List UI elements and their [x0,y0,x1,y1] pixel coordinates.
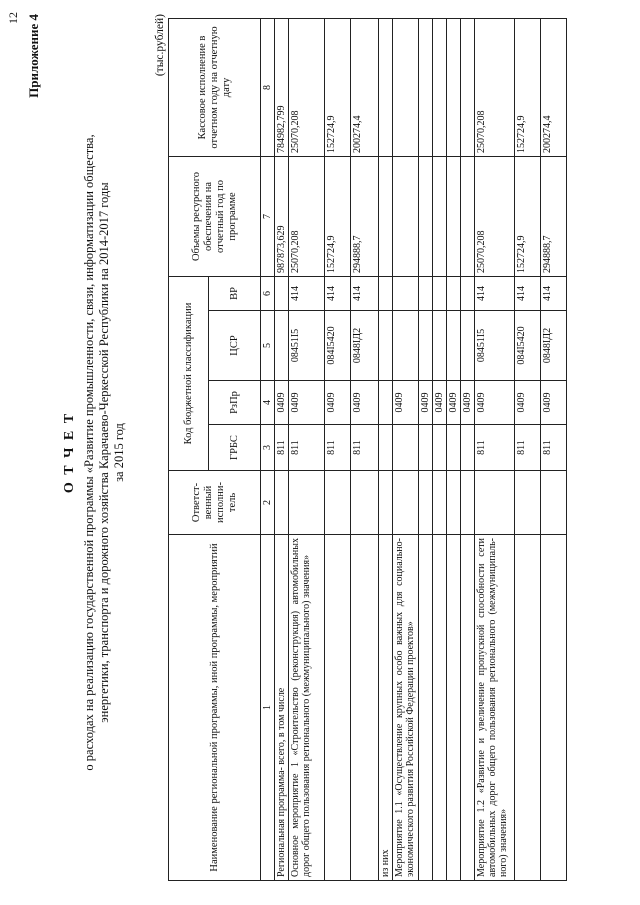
row-executor [275,471,289,535]
units-label: (тыс.рублей) [154,14,166,77]
table-row [275,18,289,880]
row-vr [461,276,475,310]
header-executor: Ответст-венный исполни-тель [169,471,261,535]
header-cash: Кассовое исполнение в отчетном году на отчетную дату [169,18,261,156]
row-vr [447,276,461,310]
row-grbs [379,425,393,471]
row-csr: 084I5420 [325,311,351,381]
row-vr [379,276,393,310]
row-rzpr: 0409 [289,381,325,425]
table-row [351,18,379,880]
row-cash [393,18,419,156]
row-cash: 25070,208 [475,18,515,156]
column-index: 5 [261,311,275,381]
row-name: Мероприятие 1.1 «Осуществление крупных особо важных для социально-экономического развития Российской Федерации проектов» [393,535,419,881]
row-name [351,535,379,881]
table-row [447,18,461,880]
row-cash: 25070,208 [289,18,325,156]
row-vr: 414 [515,276,541,310]
table-row [379,18,393,880]
row-volume: 25070,208 [289,156,325,276]
row-cash [379,18,393,156]
table-row [475,18,515,880]
row-csr: 0848IД2 [351,311,379,381]
row-volume: 294888,7 [541,156,567,276]
row-cash: 200274,4 [351,18,379,156]
row-executor [447,471,461,535]
row-volume: 294888,7 [351,156,379,276]
row-vr: 414 [541,276,567,310]
row-csr [393,311,419,381]
row-grbs [433,425,447,471]
row-name [461,535,475,881]
row-name [447,535,461,881]
row-rzpr: 0409 [393,381,419,425]
column-index: 2 [261,471,275,535]
row-csr [419,311,433,381]
table-row [541,18,567,880]
row-executor [379,471,393,535]
row-csr: 084I5420 [515,311,541,381]
row-grbs: 811 [541,425,567,471]
row-grbs: 811 [515,425,541,471]
row-volume [379,156,393,276]
row-csr: 08451I5 [289,311,325,381]
row-rzpr: 0409 [515,381,541,425]
subtitle-line: о расходах на реализацию государственной программы «Развитие промышленности, связи, информатизации общества, [82,134,96,771]
row-name [541,535,567,881]
row-volume [419,156,433,276]
row-vr [393,276,419,310]
row-executor [475,471,515,535]
row-csr: 08451I5 [475,311,515,381]
row-cash [433,18,447,156]
row-vr: 414 [325,276,351,310]
column-index: 3 [261,425,275,471]
row-executor [515,471,541,535]
row-executor [433,471,447,535]
row-rzpr [379,381,393,425]
row-executor [393,471,419,535]
header-name: Наименование региональной программы, иной программы, мероприятий [169,535,261,881]
header-volume: Объемы ресурсного обеспечения на отчетный год по программе [169,156,261,276]
row-csr [461,311,475,381]
row-rzpr: 0409 [351,381,379,425]
row-name [325,535,351,881]
row-csr [447,311,461,381]
row-volume: 152724,9 [325,156,351,276]
column-index: 8 [261,18,275,156]
row-rzpr: 0409 [461,381,475,425]
row-executor [541,471,567,535]
row-vr [419,276,433,310]
row-grbs: 811 [325,425,351,471]
row-grbs [393,425,419,471]
row-cash [419,18,433,156]
header-vr: ВР [209,276,261,310]
row-volume: 987873,629 [275,156,289,276]
row-name: Мероприятие 1.2 «Развитие и увеличение пропускной способности сети автомобильных дорог общего пользования регионального (межмуниципаль-ного) значения» [475,535,515,881]
table-row [433,18,447,880]
row-vr: 414 [289,276,325,310]
row-vr: 414 [475,276,515,310]
row-rzpr: 0409 [419,381,433,425]
row-name: Основное мероприятие 1 «Строительство (реконструкция) автомобильных дорог общего пользования регионального (межмуниципального) значения» [289,535,325,881]
header-grbs: ГРБС [209,425,261,471]
header-csr: ЦСР [209,311,261,381]
row-cash [461,18,475,156]
row-grbs [461,425,475,471]
subtitle-line: за 2015 год [112,423,126,482]
table-row [289,18,325,880]
header-budget-code: Код бюджетной классификации [169,276,209,470]
row-rzpr: 0409 [475,381,515,425]
row-volume: 152724,9 [515,156,541,276]
row-executor [351,471,379,535]
row-name [433,535,447,881]
row-name: из них [379,535,393,881]
row-cash: 784982,799 [275,18,289,156]
row-grbs [419,425,433,471]
row-rzpr: 0409 [433,381,447,425]
row-cash: 200274,4 [541,18,567,156]
table-row [461,18,475,880]
row-volume [447,156,461,276]
row-csr [275,311,289,381]
row-grbs: 811 [351,425,379,471]
row-rzpr: 0409 [325,381,351,425]
row-executor [461,471,475,535]
report-title: О Т Ч Е Т [62,411,77,494]
report-subtitle [82,110,127,795]
row-executor [289,471,325,535]
row-rzpr: 0409 [275,381,289,425]
row-cash [447,18,461,156]
column-index: 4 [261,381,275,425]
header-rzpr: РзПр [209,381,261,425]
table-row [325,18,351,880]
row-executor [325,471,351,535]
row-executor [419,471,433,535]
column-index: 1 [261,535,275,881]
appendix-label: Приложение 4 [26,14,41,98]
row-name [515,535,541,881]
table-row [419,18,433,880]
row-vr [275,276,289,310]
column-index-row [261,18,275,880]
row-cash: 152724,9 [515,18,541,156]
row-csr [433,311,447,381]
row-name [419,535,433,881]
row-grbs: 811 [475,425,515,471]
table-row [393,18,419,880]
row-volume [433,156,447,276]
row-grbs [447,425,461,471]
row-grbs: 811 [289,425,325,471]
row-csr [379,311,393,381]
row-grbs: 811 [275,425,289,471]
row-name: Региональная программа- всего, в том числе [275,535,289,881]
row-csr: 0848IД2 [541,311,567,381]
row-volume [461,156,475,276]
row-vr: 414 [351,276,379,310]
column-index: 6 [261,276,275,310]
row-rzpr: 0409 [447,381,461,425]
row-volume: 25070,208 [475,156,515,276]
row-rzpr: 0409 [541,381,567,425]
row-vr [433,276,447,310]
page-number: 12 [6,12,20,24]
row-volume [393,156,419,276]
table-row [515,18,541,880]
column-index: 7 [261,156,275,276]
subtitle-line: энергетики, транспорта и дорожного хозяйства Карачаево-Черкесской Республики на 2014-2017 годы [97,182,111,723]
row-cash: 152724,9 [325,18,351,156]
report-table [168,18,567,881]
